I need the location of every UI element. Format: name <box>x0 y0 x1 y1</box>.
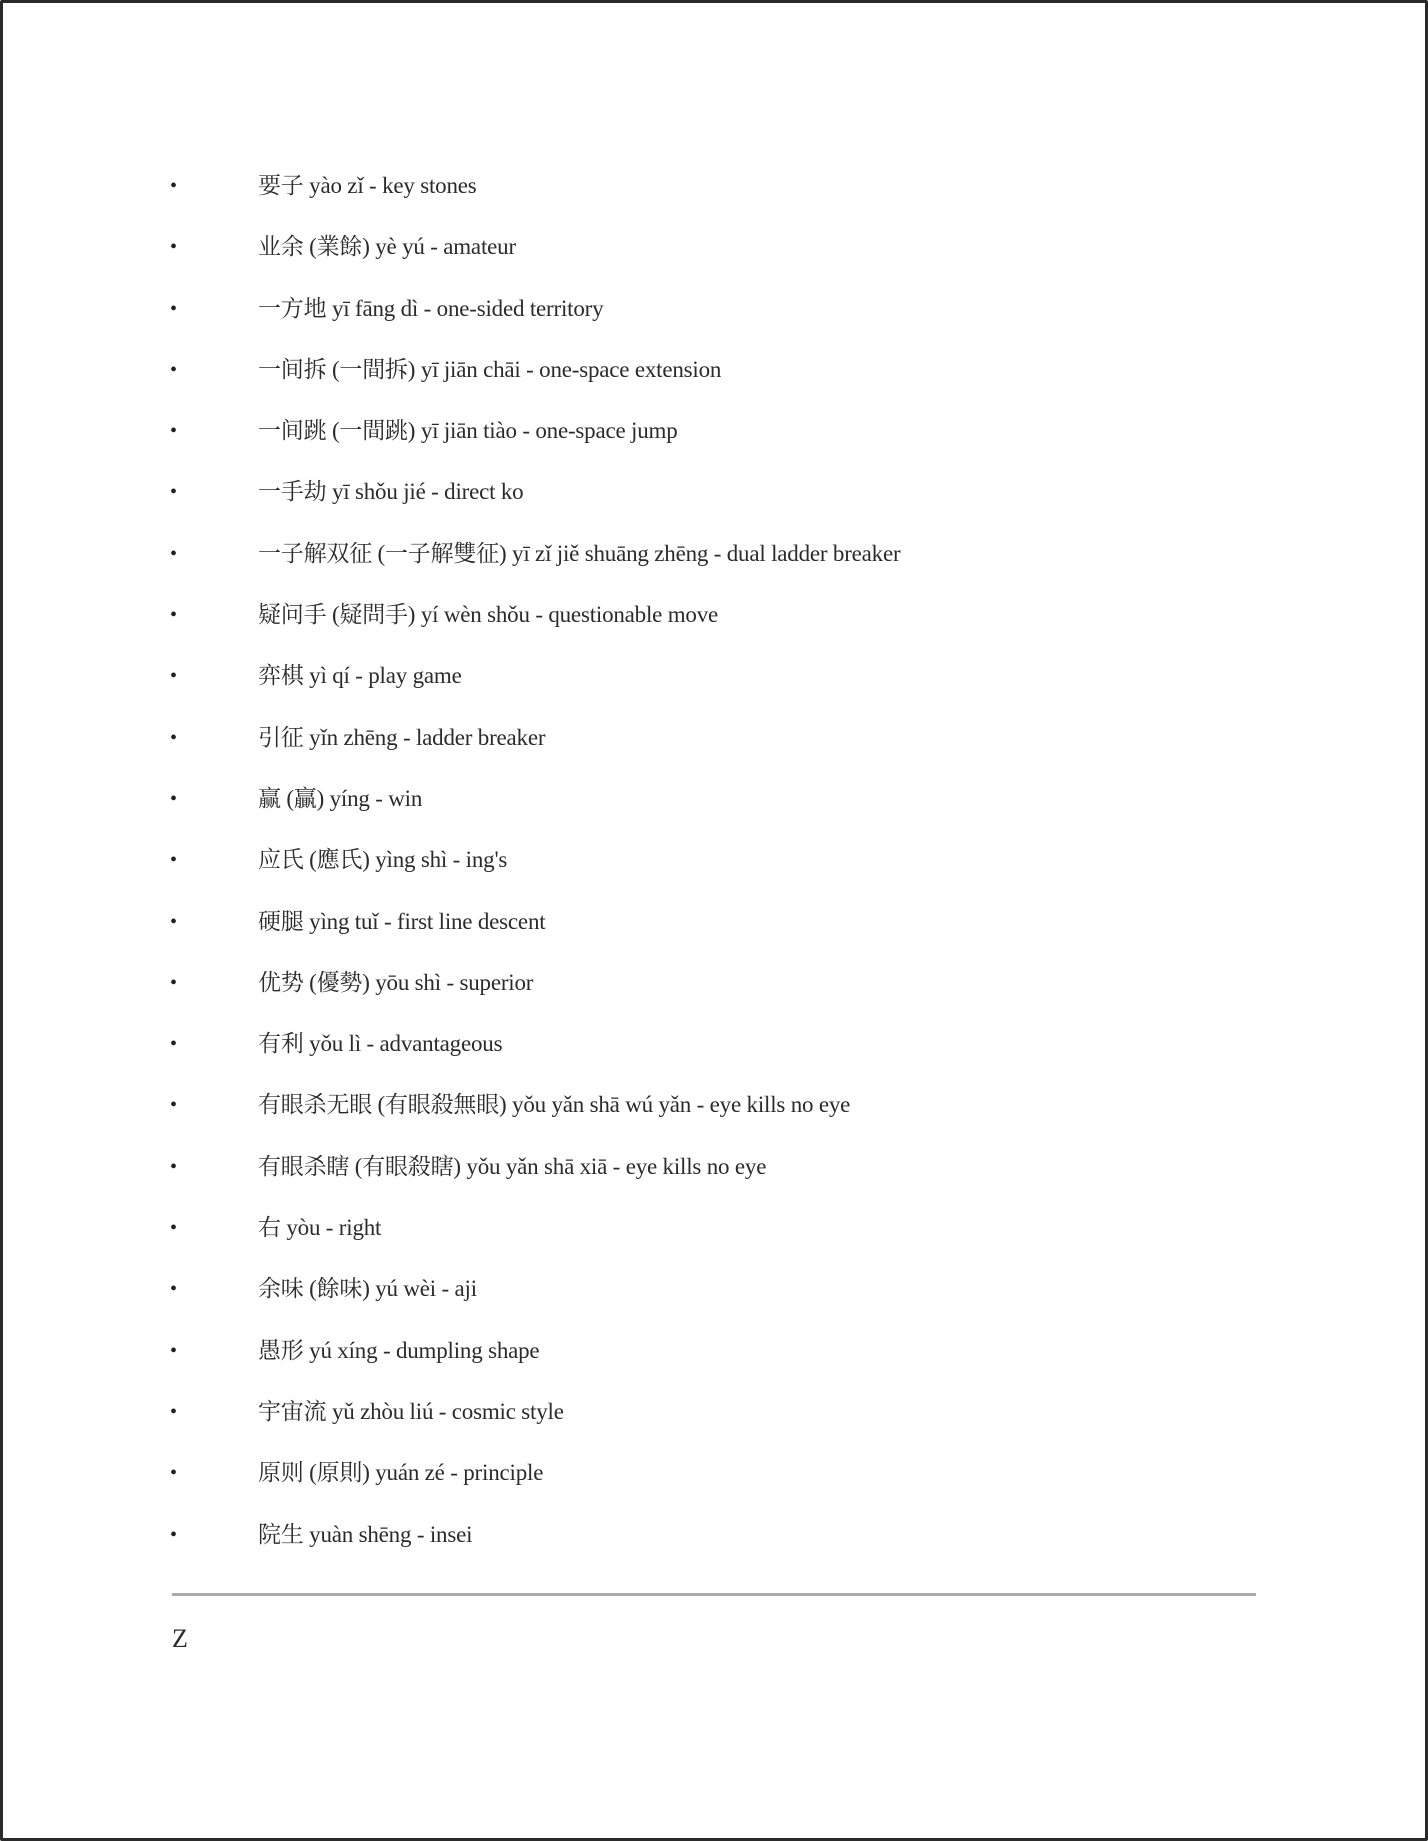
entry-text: 要子 yào zǐ - key stones <box>258 173 477 198</box>
bullet-icon: • <box>170 236 178 259</box>
section-heading-z: Z <box>172 1624 188 1653</box>
bullet-icon: • <box>170 1278 178 1301</box>
entry-text: 有利 yǒu lì - advantageous <box>258 1031 503 1057</box>
entry-text: 有眼杀无眼 (有眼殺無眼) yǒu yǎn shā wú yǎn - eye kills no eye <box>258 1092 851 1118</box>
entry-text: 院生 yuàn shēng - insei <box>258 1521 473 1547</box>
bullet-icon: • <box>170 849 178 872</box>
entry-text: 一间拆 (一間拆) yī jiān chāi - one-space extension <box>258 356 722 382</box>
bullet-icon: • <box>170 604 178 627</box>
bullet-icon: • <box>170 542 178 565</box>
bullet-icon: • <box>170 787 178 810</box>
entry-text: 宇宙流 yǔ zhòu liú - cosmic style <box>258 1398 564 1424</box>
entry-text: 愚形 yú xíng - dumpling shape <box>258 1337 540 1363</box>
bullet-icon: • <box>170 420 178 443</box>
entry-text: 疑问手 (疑問手) yí wèn shǒu - questionable move <box>258 602 719 628</box>
entry-text: 优势 (優勢) yōu shì - superior <box>258 969 534 995</box>
bullet-icon: • <box>170 1094 178 1117</box>
bullet-icon: • <box>170 726 178 749</box>
section-divider <box>172 1593 1256 1596</box>
bullet-icon: • <box>170 297 178 320</box>
entry-text: 一间跳 (一間跳) yī jiān tiào - one-space jump <box>258 418 678 444</box>
bullet-icon: • <box>170 1523 178 1546</box>
entry-text: 赢 (贏) yíng - win <box>258 785 423 811</box>
entry-text: 原则 (原則) yuán zé - principle <box>258 1460 544 1486</box>
bullet-icon: • <box>170 971 178 994</box>
bullet-icon: • <box>170 1033 178 1056</box>
bullet-icon: • <box>170 910 178 933</box>
entry-text: 一手劫 yī shǒu jié - direct ko <box>258 479 524 505</box>
entry-text: 弈棋 yì qí - play game <box>258 663 462 689</box>
entry-text: 引征 yǐn zhēng - ladder breaker <box>258 724 546 750</box>
entry-text: 余味 (餘味) yú wèi - aji <box>258 1276 477 1302</box>
bullet-icon: • <box>170 358 178 381</box>
bullet-icon: • <box>170 175 178 197</box>
entry-text: 硬腿 yìng tuǐ - first line descent <box>258 908 546 934</box>
entry-text: 有眼杀瞎 (有眼殺瞎) yǒu yǎn shā xiā - eye kills no eye <box>258 1153 767 1179</box>
entry-text: 右 yòu - right <box>258 1215 382 1241</box>
bullet-icon: • <box>170 1339 178 1362</box>
entry-text: 业余 (業餘) yè yú - amateur <box>258 234 516 260</box>
entry-text: 一方地 yī fāng dì - one-sided territory <box>258 295 604 321</box>
bullet-icon: • <box>170 481 178 504</box>
bullet-icon: • <box>170 1400 178 1423</box>
bullet-icon: • <box>170 1462 178 1485</box>
entry-text: 应氏 (應氏) yìng shì - ing's <box>258 847 508 873</box>
bullet-icon: • <box>170 1155 178 1178</box>
bullet-icon: • <box>170 1217 178 1240</box>
entry-text: 一子解双征 (一子解雙征) yī zǐ jiě shuāng zhēng - dual ladder breaker <box>258 540 901 566</box>
bullet-icon: • <box>170 665 178 688</box>
